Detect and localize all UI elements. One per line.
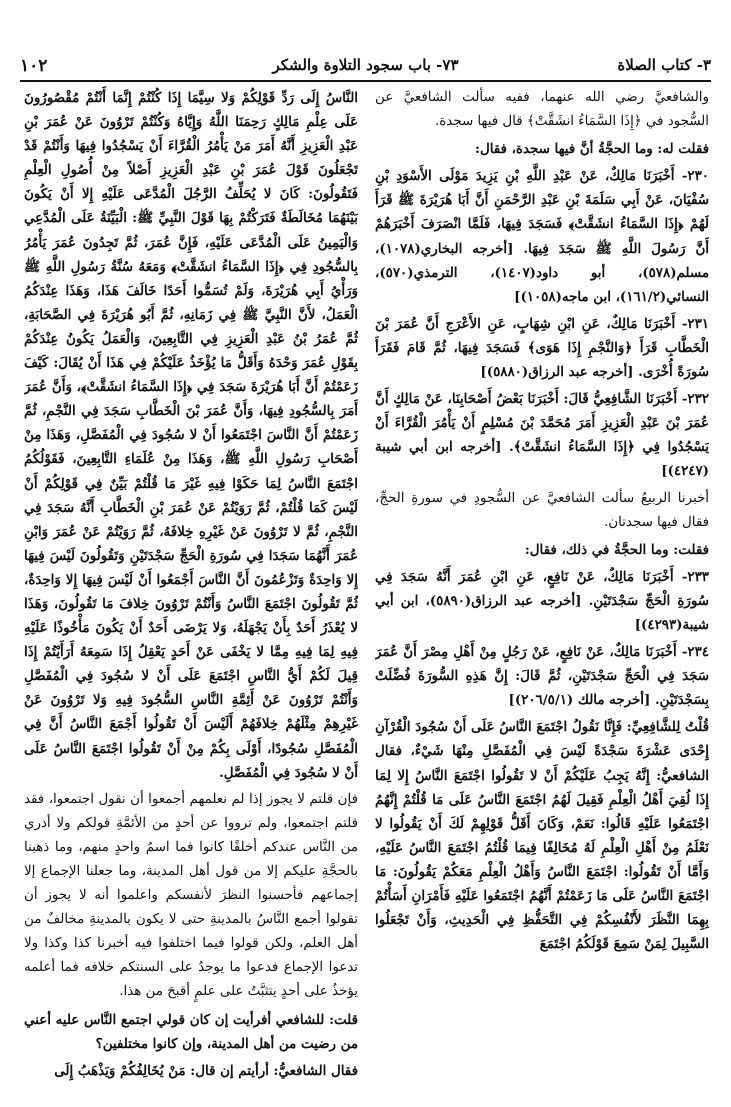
paragraph: فقال الشافعيُّ: أرأيتم إن قال: مَنْ يُخَالِفُكُمْ وَيَذْهَبُ إِلَى: [54, 1062, 358, 1079]
paragraph: قلت: للشافعي أفرأيت إن كان قولي اجتمع النَّاس عليه أعني من رضيت من أهل المدينة، وإن كانوا مختلفين؟: [24, 1011, 358, 1052]
paragraph: النَّاسُ إِلَى رَدِّ قَوْلِكُمْ وَلا سِيَّمَا إِذَا كُنْتُمْ إِنَّمَا أَنْتُمْ مُقْصُورُونَ عَلَى عِلْمِ مَالِكٍ رَحِمَنَا اللَّهُ وَإِيَّاهُ وَكُنْتُمْ تَرْوُونَ عَنْ عُمَرَ بْنِ عَبْدِ الْعَزِيزِ أَنَّهُ أَمَرَ مَنْ يَأْمُرُ الْقُرَّاءَ أَنْ يَسْجُدُوا فِيهَا وَأَنْتُمْ قَدْ تَجْعَلُونَ قَوْلَ عُمَرَ بْنِ عَبْدِ الْعَزِيزِ أَصْلاً مِنْ أُصُولِ الْعِلْمِ فَتَقُولُونَ: كَانَ لا يُحَلِّفُ الرَّجُلَ الْمُدَّعَى عَلَيْهِ إِلا أَنْ يَكُونَ بَيْنَهُمَا مُخَالَطَةٌ فَتَرَكْتُمْ بِهَا قَوْلَ النَّبِيِّ ﷺ: الْبَيِّنَةُ عَلَى الْمُدَّعِي وَالْيَمِينُ عَلَى الْمُدَّعَى عَلَيْهِ، فَإِنَّ عُمَرَ، ثُمَّ تَجِدُونَ عُمَرَ يَأْمُرُ بِالسُّجُودِ فِي ﴿إِذَا السَّمَاءُ انشَقَّتْ﴾ وَمَعَهُ سُنَّةُ رَسُولِ اللَّهِ ﷺ وَرَأْيُ أَبِي هُرَيْرَةَ، وَلَمْ تُسَمُّوا أَحَدًا خَالَفَ هَذَا، وَهَذَا عِنْدَكُمُ الْعَمَلُ، لأَنَّ النَّبِيَّ ﷺ فِي زَمَانِهِ، ثُمَّ أَبُو هُرَيْرَةَ فِي الصَّحَابَةِ، ثُمَّ عُمَرُ بْنُ عَبْدِ الْعَزِيزِ فِي التَّابِعِينَ، وَالْعَمَلُ يَكُونُ عِنْدَكُمْ بِقَوْلِ عُمَرَ وَحْدَهُ وَأَقَلُّ مَا يُؤْخَذُ عَلَيْكُمْ فِي هَذَا أَنْ يُقَالَ: كَيْفَ زَعَمْتُمْ أَنَّ أَبَا هُرَيْرَةَ سَجَدَ فِي ﴿إِذَا السَّمَاءُ انشَقَّتْ﴾، وَأَنَّ عُمَرَ أَمَرَ بِالسُّجُودِ فِيهَا، وَأَنَّ عُمَرَ بْنَ الْخَطَّابِ سَجَدَ فِي النَّجْمِ، ثُمَّ زَعَمْتُمْ أَنَّ النَّاسَ اجْتَمَعُوا أَنْ لا سُجُودَ فِي الْمُفَصَّلِ، وَهَذَا مِنْ أَصْحَابِ رَسُولِ اللَّهِ ﷺ، وَهَذَا مِنْ عُلَمَاءِ التَّابِعِينَ، فَقَوْلُكُمُ اجْتَمَعَ النَّاسُ لِمَا حَكَوْا فِيهِ غَيْرَ مَا قُلْتُمْ بَيِّنٌ فِي قَوْلِكُمْ أَنْ لَيْسَ كَمَا قُلْتُمْ، ثُمَّ رَوَيْتُمْ عَنْ عُمَرَ بْنِ الْخَطَّابِ أَنَّهُ سَجَدَ فِي النَّجْمِ، ثُمَّ لا تَرْوُونَ عَنْ غَيْرِهِ خِلافَهُ، ثُمَّ رَوَيْتُمْ عَنْ عُمَرَ وَابْنِ عُمَرَ أَنَّهُمَا سَجَدَا فِي سُورَةِ الْحَجِّ سَجْدَتَيْنِ وَتَقُولُونَ لَيْسَ فِيهَا إِلا وَاحِدَةٌ وَتَزْعُمُونَ أَنَّ النَّاسَ أَجْمَعُوا أَنْ لَيْسَ فِيهَا إِلا وَاحِدَةٌ، ثُمَّ تَقُولُونَ اجْتَمَعَ النَّاسُ وَأَنْتُمْ تَرْوُونَ خِلافَ مَا تَقُولُونَ، وَهَذَا لا يُعْذَرُ أَحَدٌ بِأَنْ يَجْهَلَهُ، وَلا يَرْضَى أَحَدٌ أَنْ يَكُونَ مَأْخُوذًا عَلَيْهِ فِيهِ لِمَا فِيهِ مِمَّا لا يَخْفَى عَنْ أَحَدٍ يَعْقِلُ إِذَا سَمِعَهُ أَرَأَيْتُمْ إِذَا قِيلَ لَكُمْ أَيُّ النَّاسِ اجْتَمَعَ عَلَى أَنْ لا سُجُودَ فِي الْمُفَصَّلِ وَأَنْتُمْ تَرْوُونَ عَنْ أَئِمَّةِ النَّاسِ السُّجُودَ فِيهِ وَلا تَرْوُونَ عَنْ غَيْرِهِمْ مِثْلَهُمْ خِلافَهُمْ أَلَيْسَ أَنْ تَقُولُوا أَجْمَعَ النَّاسُ أَنَّ فِي الْمُفَصَّلِ سُجُودًا، أَوْلَى بِكُمْ مِنْ أَنْ تَقُولُوا اجْتَمَعَ النَّاسُ عَلَى أَنْ لا سُجُودَ فِي الْمُفَصَّلِ.: [24, 90, 358, 781]
paragraph: ٢٣٣- أَخْبَرَنَا مَالِكٌ، عَنْ نَافِعٍ، عَنِ ابْنِ عُمَرَ أَنَّهُ سَجَدَ فِي سُورَةِ الْحَجِّ سَجْدَتَيْنِ. [أخرجه عبد الرزاق(٥٨٩٠)، ابن أبي شيبة(٤٢٩٣)]: [375, 568, 709, 633]
paragraph: فإن قلتم لا يجوز إذا لم نعلمهم أجمعوا أن نقول اجتمعوا، فقد قلتم اجتمعوا، ولم ترووا عن أحدٍ من الأئمَّةِ قولكم ولا أدري من النَّاس عندكم أخلقًا كانوا فما اسمُ واحدٍ منهم، وما ذهبنا بالحجَّةِ عليكم إلا من قول أهل المدينة، وما جعلنا الإجماع إلا إجماعهم فأحسنوا النظرَ لأنفسكم واعلموا أنه لا يجوز أن تقولوا أجمع النَّاسُ بالمدينةِ حتى لا يكون بالمدينةِ مخالفٌ من أهل العلم، ولكن قولوا فيما اختلفوا فيه أخبرنا كذا وكذا ولا تدعوا الإجماع فدعوا ما يوجدُ على السنتكم خلافه فما أعلمه يؤخذُ على أحدٍ يتثبَّتُ على علمٍ أقبحَ من هذا.: [24, 791, 358, 1000]
section-title: ٧٣- باب سجود التلاوة والشكر: [272, 56, 459, 74]
page-header: [20, 54, 711, 82]
paragraph: ٢٣٤- أَخْبَرَنَا مَالِكٌ، عَنْ نَافِعٍ، عَنْ رَجُلٍ مِنْ أَهْلِ مِصْرَ أَنَّ عُمَرَ سَجَدَ فِي الْحَجِّ سَجْدَتَيْنِ، ثُمَّ قَالَ: إِنَّ هَذِهِ السُّورَةَ فُضِّلَتْ بِسَجْدَتَيْنِ. [أخرجه مالك (٢٠٦/٥/١)]: [375, 644, 709, 709]
paragraph: فقلت له: وما الحجَّةُ أنَّ فيها سجدة، فقال:: [475, 141, 709, 158]
page-number: ١٠٢: [20, 56, 48, 76]
paragraph: قُلْتُ لِلشَّافِعِيِّ: فَإِنَّا نَقُولُ اجْتَمَعَ النَّاسُ عَلَى أَنْ سُجُودَ الْقُرْآنِ إِحْدَى عَشْرَةَ سَجْدَةً لَيْسَ فِي الْمُفَصَّلِ مِنْهَا شَيْءٌ، فقال الشافعيُّ: إِنَّهُ يَجِبُ عَلَيْكُمْ أَنْ لا تَقُولُوا اجْتَمَعَ النَّاسُ إِلا لِمَا إِذَا لُقِيَ أَهْلُ الْعِلْمِ فَقِيلَ لَهُمُ اجْتَمَعَ النَّاسُ عَلَى مَا قُلْتُمْ إِنَّهُمُ اجْتَمَعُوا عَلَيْهِ قَالُوا: نَعَمْ، وَكَانَ أَقَلُّ قَوْلِهِمْ لَكَ أَنْ يَقُولُوا لا نَعْلَمُ مِنْ أَهْلِ الْعِلْمِ لَهُ مُخَالِفًا فِيمَا قُلْتُمُ اجْتَمَعَ النَّاسُ عَلَيْهِ، وَأَمَّا أَنْ تَقُولُوا: اجْتَمَعَ النَّاسُ وَأَهْلُ الْعِلْمِ مَعَكُمْ يَقُولُونَ: مَا اجْتَمَعَ النَّاسُ عَلَى مَا زَعَمْتُمْ أَنَّهُمُ اجْتَمَعُوا عَلَيْهِ فَأَمْرَانِ أَسَأْتُمْ بِهِمَا النَّظَرَ لأَنْفُسِكُمْ فِي التَّحَفُّظِ فِي الْحَدِيثِ، وَأَنْ تَجْعَلُوا السَّبِيلَ لِمَنْ سَمِعَ قَوْلَكُمُ اجْتَمَعَ: [375, 719, 709, 953]
chapter-title: ٣- كتاب الصلاة: [617, 56, 711, 74]
paragraph: فقلت: وما الحجَّةُ في ذلك، فقال:: [524, 541, 709, 558]
paragraph: ٢٣٢- أَخْبَرَنَا الشَّافِعِيُّ قَالَ: أَخْبَرَنَا بَعْضُ أَصْحَابِنَا، عَنْ مَالِكٍ أَنَّ عُمَرَ بْنَ عَبْدِ الْعَزِيزِ أَمَرَ مُحَمَّدَ بْنَ مُسْلِمٍ أَنْ يَأْمُرَ الْقُرَّاءَ أَنْ يَسْجُدُوا فِي ﴿إِذَا السَّمَاءُ انشَقَّتْ﴾. [أخرجه ابن أبي شيبة (٤٢٤٧)]: [375, 391, 709, 480]
paragraph: أخبرنا الربيعُ سألت الشافعيَّ عن السُّجودِ في سورةِ الحجِّ، فقال فيها سجدتان.: [375, 490, 709, 530]
right-text-column: [375, 86, 709, 1096]
paragraph: ٢٣٠- أَخْبَرَنَا مَالِكٌ، عَنْ عَبْدِ اللَّهِ بْنِ يَزِيدَ مَوْلَى الأَسْوَدِ بْنِ سُفْيَانَ، عَنْ أَبِي سَلَمَةَ بْنِ عَبْدِ الرَّحْمَنِ أَنَّ أَبَا هُرَيْرَةَ ﷺ قَرَأَ لَهُمْ ﴿إِذَا السَّمَاءُ انشَقَّتْ﴾ فَسَجَدَ فِيهَا، فَلَمَّا انْصَرَفَ أَخْبَرَهُمْ أَنَّ رَسُولَ اللَّهِ ﷺ سَجَدَ فِيهَا. [أخرجه البخاري(١٠٧٨)، مسلم(٥٧٨)، أبو داود(١٤٠٧)، الترمذي(٥٧٠)، النسائي(١٦١/٢)، ابن ماجه(١٠٥٨)]: [375, 168, 709, 305]
paragraph: والشافعيَّ رضي الله عنهما، ففيه سألت الشافعيَّ عن السُّجود في ﴿إِذَا السَّمَاءُ انشَقَّتْ﴾ قال فيها سجدة.: [375, 90, 709, 130]
paragraph: ٢٣١- أَخْبَرَنَا مَالِكٌ، عَنِ ابْنِ شِهَابٍ، عَنِ الأَعْرَجِ أَنَّ عُمَرَ بْنَ الْخَطَّابِ قَرَأَ ﴿وَالنَّجْمِ إِذَا هَوَى﴾ فَسَجَدَ فِيهَا، ثُمَّ قَامَ فَقَرَأَ سُورَةً أُخْرَى. [أخرجه عبد الرزاق(٥٨٨٠)]: [375, 315, 709, 381]
left-text-column: [24, 86, 358, 1096]
